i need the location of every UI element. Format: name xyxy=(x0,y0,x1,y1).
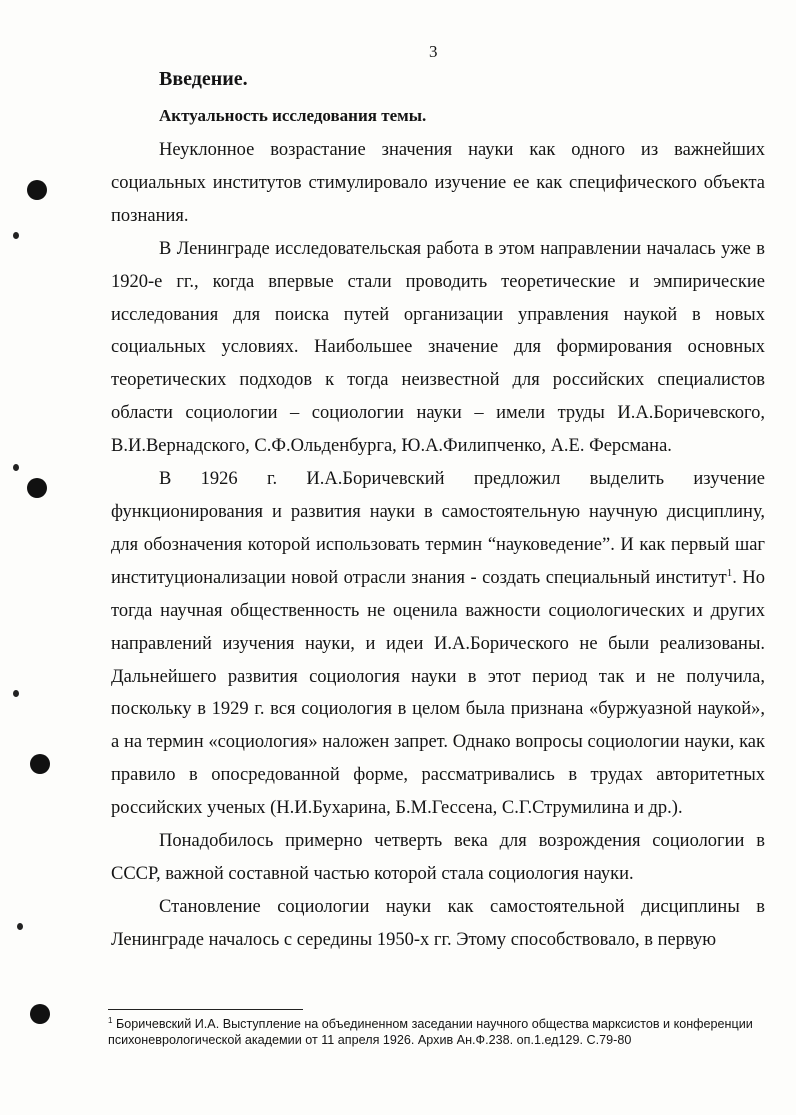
paragraph-3-part-1: В 1926 г. И.А.Боричевский предложил выделить изучение функционирования и развития науки в самостоятельную научную дисциплину, для обозначения которой использовать термин “науковедение”. И как первый шаг институционализации новой отрасли знания - создать специальный институт xyxy=(111,469,765,588)
paragraph-2: В Ленинграде исследовательская работа в этом направлении началась уже в 1920-е гг., когда впервые стали проводить теоретические и эмпирические исследования для поиска путей организации управления наукой в новых социальных условиях. Наибольшее значение для формирования основных теоретических подходов к тогда неизвестной для российских специалистов области социологии – социологии науки – имели труды И.А.Боричевского, В.И.Вернадского, С.Ф.Ольденбурга, Ю.А.Филипченко, А.Е. Ферсмана. xyxy=(111,238,765,457)
section-subheading: Актуальность исследования темы. xyxy=(159,106,427,125)
speck-mark xyxy=(13,690,19,697)
paragraph-1: Неуклонное возрастание значения науки как одного из важнейших социальных институтов стимулировало изучение ее как специфического объекта познания. xyxy=(111,140,765,226)
speck-mark xyxy=(17,923,23,930)
punch-hole-mark xyxy=(30,754,50,774)
speck-mark xyxy=(13,464,19,471)
footnote-text: Боричевский И.А. Выступление на объединенном заседании научного общества марксистов и конференции психоневрологической академии от 11 апреля 1926. Архив Ан.Ф.238. оп.1.ед129. С.79-80 xyxy=(108,1017,753,1047)
punch-hole-mark xyxy=(27,180,47,200)
paragraph-5: Становление социологии науки как самостоятельной дисциплины в Ленинграде началось с середины 1950-х гг. Этому способствовало, в первую xyxy=(111,896,765,950)
footnote xyxy=(108,1016,758,1048)
footnote-reference: 1 xyxy=(726,566,733,579)
paragraph-3-part-2: . Но тогда научная общественность не оценила важности социологических и других направлений изучения науки, и идеи И.А.Борического не были реализованы. Дальнейшего развития социология науки в этот период так и не получила, поскольку в 1929 г. вся социология в целом была признана «буржуазной наукой», а на термин «социология» наложен запрет. Однако вопросы социологии науки, как правило в опосредованной форме, рассматривались в трудах авторитетных российских ученых (Н.И.Бухарина, Б.М.Гессена, С.Г.Струмилина и др.). xyxy=(111,567,765,819)
page-number: 3 xyxy=(429,42,438,61)
punch-hole-mark xyxy=(30,1004,50,1024)
section-heading: Введение. xyxy=(159,68,248,90)
footnote-divider xyxy=(108,1009,303,1010)
footnote-marker: 1 xyxy=(108,1015,113,1025)
paragraph-4: Понадобилось примерно четверть века для возрождения социологии в СССР, важной составной частью которой стала социология науки. xyxy=(111,831,765,884)
punch-hole-mark xyxy=(27,478,47,498)
speck-mark xyxy=(13,232,19,239)
paragraph-3 xyxy=(111,463,765,825)
body-text xyxy=(111,134,765,957)
